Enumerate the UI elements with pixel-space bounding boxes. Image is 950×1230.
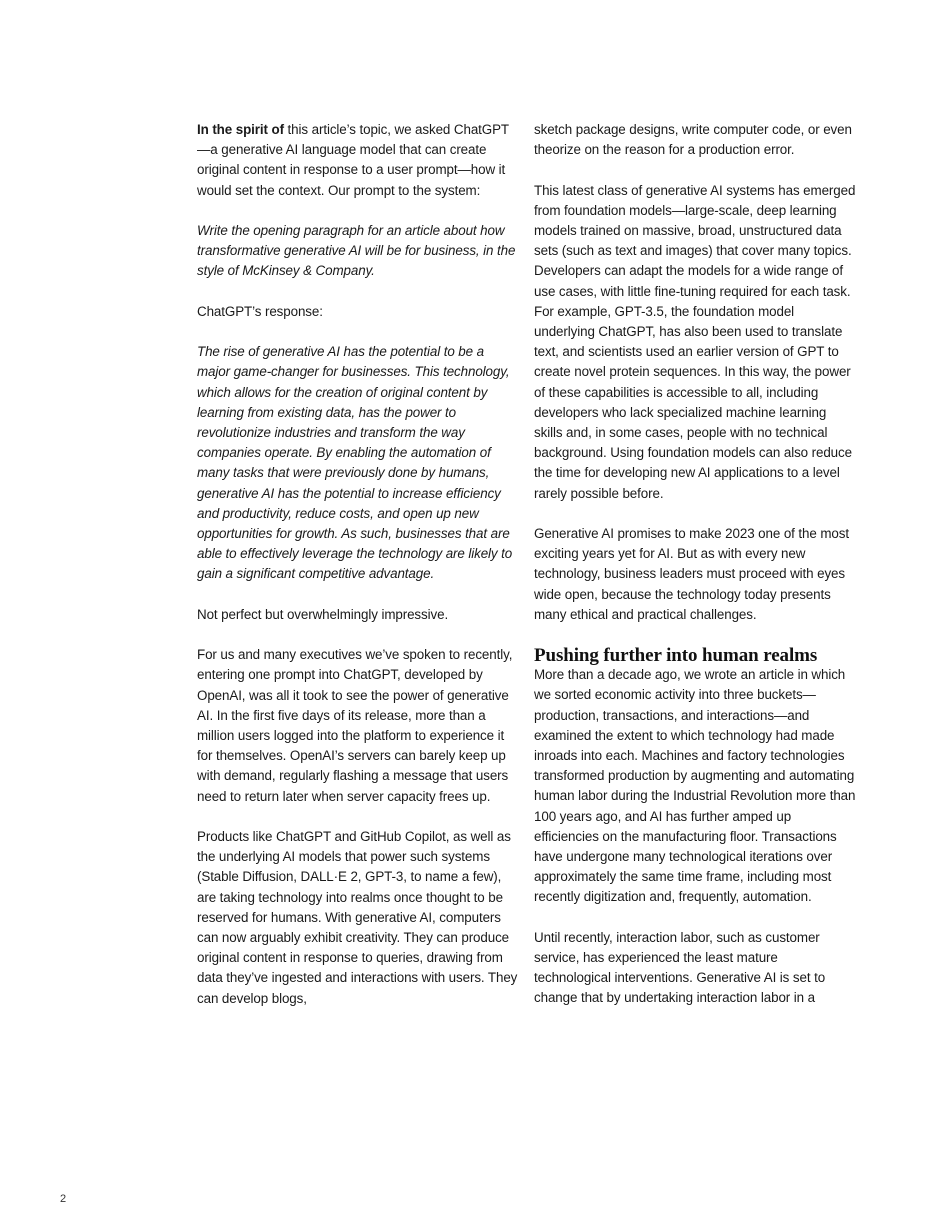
verdict-line: Not perfect but overwhelmingly impressive. [197, 606, 449, 622]
left-column [197, 120, 519, 1029]
section-heading: Pushing further into human realms [534, 645, 818, 667]
continued-paragraph: sketch package designs, write computer code, or even theorize on the reason for a production error. [534, 122, 852, 158]
intro-paragraph [197, 120, 519, 201]
response-quote: The rise of generative AI has the potential to be a major game-changer for businesses. This technology, which allows for the creation of original content by learning from existing data, has the power to revolutionize industries and transform the way companies operate. By enabling the automation of many tasks that were previously done by humans, generative AI has the potential to increase efficiency and productivity, reduce costs, and open up new opportunities for growth. As such, businesses that are able to effectively leverage the technology are likely to gain a significant competitive advantage. [197, 344, 513, 582]
foundation-models-paragraph: This latest class of generative AI systems has emerged from foundation models—large-scale, deep learning models trained on massive, broad, unstructured data sets (such as text and images) that cover many topics. Developers can adapt the models for a wide range of use cases, with little fine-tuning required for each task. For example, GPT-3.5, the foundation model underlying ChatGPT, has also been used to translate text, and scientists used an earlier version of GPT to create novel protein sequences. In this way, the power of these capabilities is accessible to all, including developers who lack specialized machine learning skills and, in some cases, people with no technical background. Using foundation models can also reduce the time for developing new AI applications to a level rarely possible before. [534, 182, 856, 501]
intro-text: this article’s topic, we asked ChatGPT—a generative AI language model that can create original content in response to a user prompt—how it would set the context. Our prompt to the system: [197, 122, 510, 198]
interaction-paragraph: Until recently, interaction labor, such as customer service, has experienced the least mature technological interventions. Generative AI is set to change that by undertaking interaction labor in a [534, 929, 826, 1006]
prompt-quote: Write the opening paragraph for an article about how transformative generative AI will be for business, in the style of McKinsey & Company. [197, 223, 516, 279]
promise-paragraph: Generative AI promises to make 2023 one of the most exciting years yet for AI. But as with every new technology, business leaders must proceed with eyes wide open, because the technology today presents many ethical and practical challenges. [534, 526, 849, 622]
page-number: 2 [60, 1193, 67, 1205]
intro-lead: In the spirit of [197, 122, 284, 137]
right-column [534, 120, 856, 1029]
response-label: ChatGPT’s response: [197, 303, 323, 319]
buckets-paragraph: More than a decade ago, we wrote an article in which we sorted economic activity into three buckets—production, transactions, and interactions—and examined the extent to which technology had made inroads into each. Machines and factory technologies transformed production by augmenting and automating human labor during the Industrial Revolution more than 100 years ago, and AI has further amped up efficiencies on the manufacturing floor. Transactions have undergone many technological iterations over approximately the same time frame, including most recently digitization and, frequently, automation. [534, 667, 856, 905]
products-paragraph: Products like ChatGPT and GitHub Copilot, as well as the underlying AI models that power such systems (Stable Diffusion, DALL·E 2, GPT-3, to name a few), are taking technology into realms once thought to be reserved for humans. With generative AI, computers can now arguably exhibit creativity. They can produce original content in response to queries, drawing from data they’ve ingested and interactions with users. They can develop blogs, [197, 829, 518, 1006]
executives-paragraph: For us and many executives we’ve spoken to recently, entering one prompt into ChatGPT, developed by OpenAI, was all it took to see the power of generative AI. In the first five days of its release, more than a million users logged into the platform to experience it for themselves. OpenAI’s servers can barely keep up with demand, regularly flashing a message that users need to return later when server capacity frees up. [197, 647, 513, 804]
